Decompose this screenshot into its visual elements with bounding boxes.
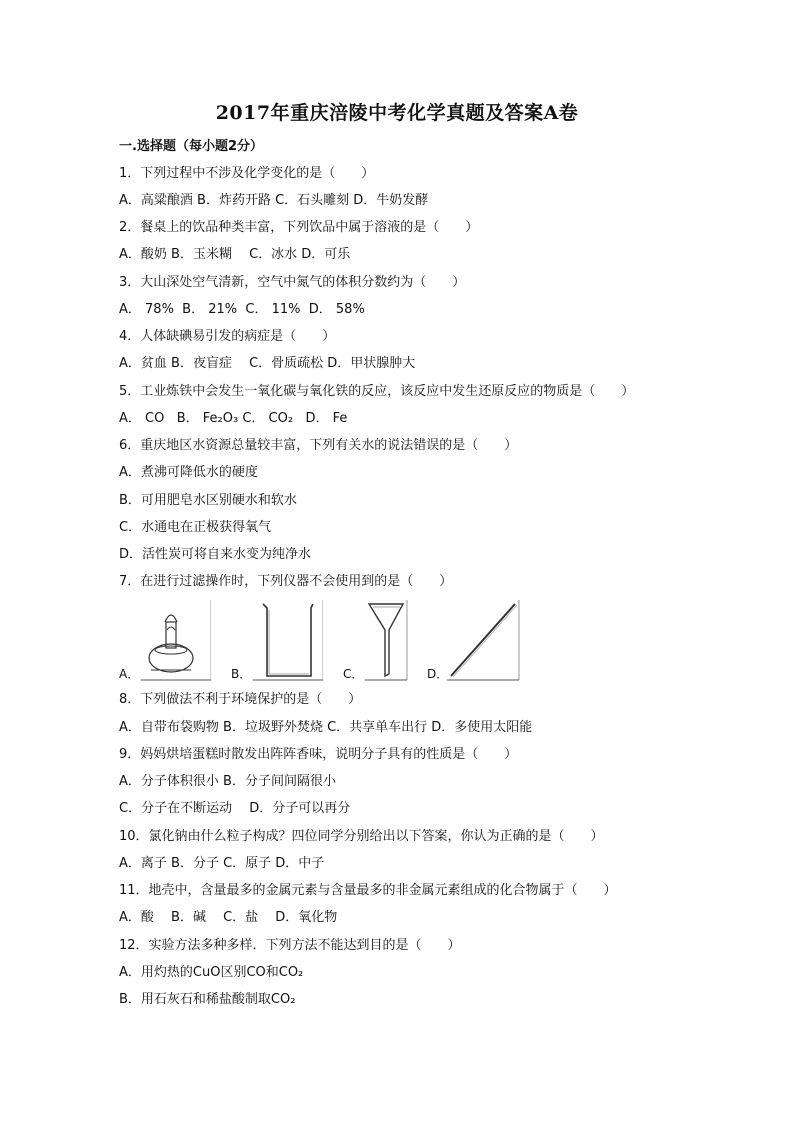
- question-2-options: A．酸奶 B．玉米糊 C．冰水 D．可乐: [119, 247, 351, 262]
- question-6: 6．重庆地区水资源总量较丰富，下列有关水的说法错误的是（ ）: [119, 438, 518, 453]
- option-d-label: D．: [427, 667, 449, 681]
- question-6-option-c: C．水通电在正极获得氧气: [119, 520, 272, 535]
- question-7-options: [119, 600, 539, 686]
- question-4: 4．人体缺碘易引发的病症是（ ）: [119, 329, 336, 344]
- question-3-options: A． 78% B． 21% C． 11% D． 58%: [119, 302, 365, 317]
- question-6-option-d: D．活性炭可将自来水变为纯净水: [119, 547, 312, 562]
- alcohol-lamp-icon: [141, 600, 211, 682]
- question-6-option-b: B．可用肥皂水区别硬水和软水: [119, 493, 297, 508]
- question-9-options-ab: A．分子体积很小 B．分子间间隔很小: [119, 774, 336, 789]
- question-6-option-a: A．煮沸可降低水的硬度: [119, 465, 258, 480]
- question-1: 1．下列过程中不涉及化学变化的是（ ）: [119, 166, 375, 181]
- question-8: 8．下列做法不利于环境保护的是（ ）: [119, 692, 362, 707]
- option-a-label: A．: [119, 667, 140, 681]
- question-5: 5．工业炼铁中会发生一氧化碳与氧化铁的反应，该反应中发生还原反应的物质是（ ）: [119, 384, 635, 399]
- question-10: 10．氯化钠由什么粒子构成？四位同学分别给出以下答案，你认为正确的是（ ）: [119, 829, 604, 844]
- question-2: 2．餐桌上的饮品种类丰富，下列饮品中属于溶液的是（ ）: [119, 220, 479, 235]
- glass-rod-icon: [447, 600, 521, 682]
- section-heading: 一.选择题（每小题2分）: [119, 139, 263, 154]
- question-9: 9．妈妈烘培蛋糕时散发出阵阵香味，说明分子具有的性质是（ ）: [119, 747, 518, 762]
- option-c-label: C．: [343, 667, 364, 681]
- question-12-option-b: B．用石灰石和稀盐酸制取CO₂: [119, 992, 296, 1007]
- page-title: 2017年重庆涪陵中考化学真题及答案A卷: [215, 102, 579, 124]
- beaker-icon: [253, 600, 323, 682]
- question-12: 12．实验方法多种多样．下列方法不能达到目的是（ ）: [119, 938, 461, 953]
- question-4-options: A．贫血 B．夜盲症 C．骨质疏松 D．甲状腺肿大: [119, 356, 416, 371]
- question-12-option-a: A．用灼热的CuO区别CO和CO₂: [119, 965, 304, 980]
- question-8-options: A．自带布袋购物 B．垃圾野外焚烧 C．共享单车出行 D．多使用太阳能: [119, 720, 533, 735]
- question-11-options: A．酸 B．碱 C．盐 D．氧化物: [119, 910, 338, 925]
- question-7: 7．在进行过滤操作时，下列仪器不会使用到的是（ ）: [119, 574, 453, 589]
- question-5-options: A． CO B． Fe₂O₃ C． CO₂ D． Fe: [119, 411, 348, 426]
- question-1-options: A．高粱酿酒 B．炸药开路 C．石头雕刻 D．牛奶发酵: [119, 193, 429, 208]
- question-11: 11．地壳中，含量最多的金属元素与含量最多的非金属元素组成的化合物属于（ ）: [119, 883, 617, 898]
- funnel-icon: [365, 600, 411, 682]
- question-10-options: A．离子 B．分子 C．原子 D．中子: [119, 856, 325, 871]
- question-9-options-cd: C．分子在不断运动 D．分子可以再分: [119, 801, 351, 816]
- option-b-label: B．: [231, 667, 252, 681]
- question-3: 3．大山深处空气清新，空气中氮气的体积分数约为（ ）: [119, 275, 466, 290]
